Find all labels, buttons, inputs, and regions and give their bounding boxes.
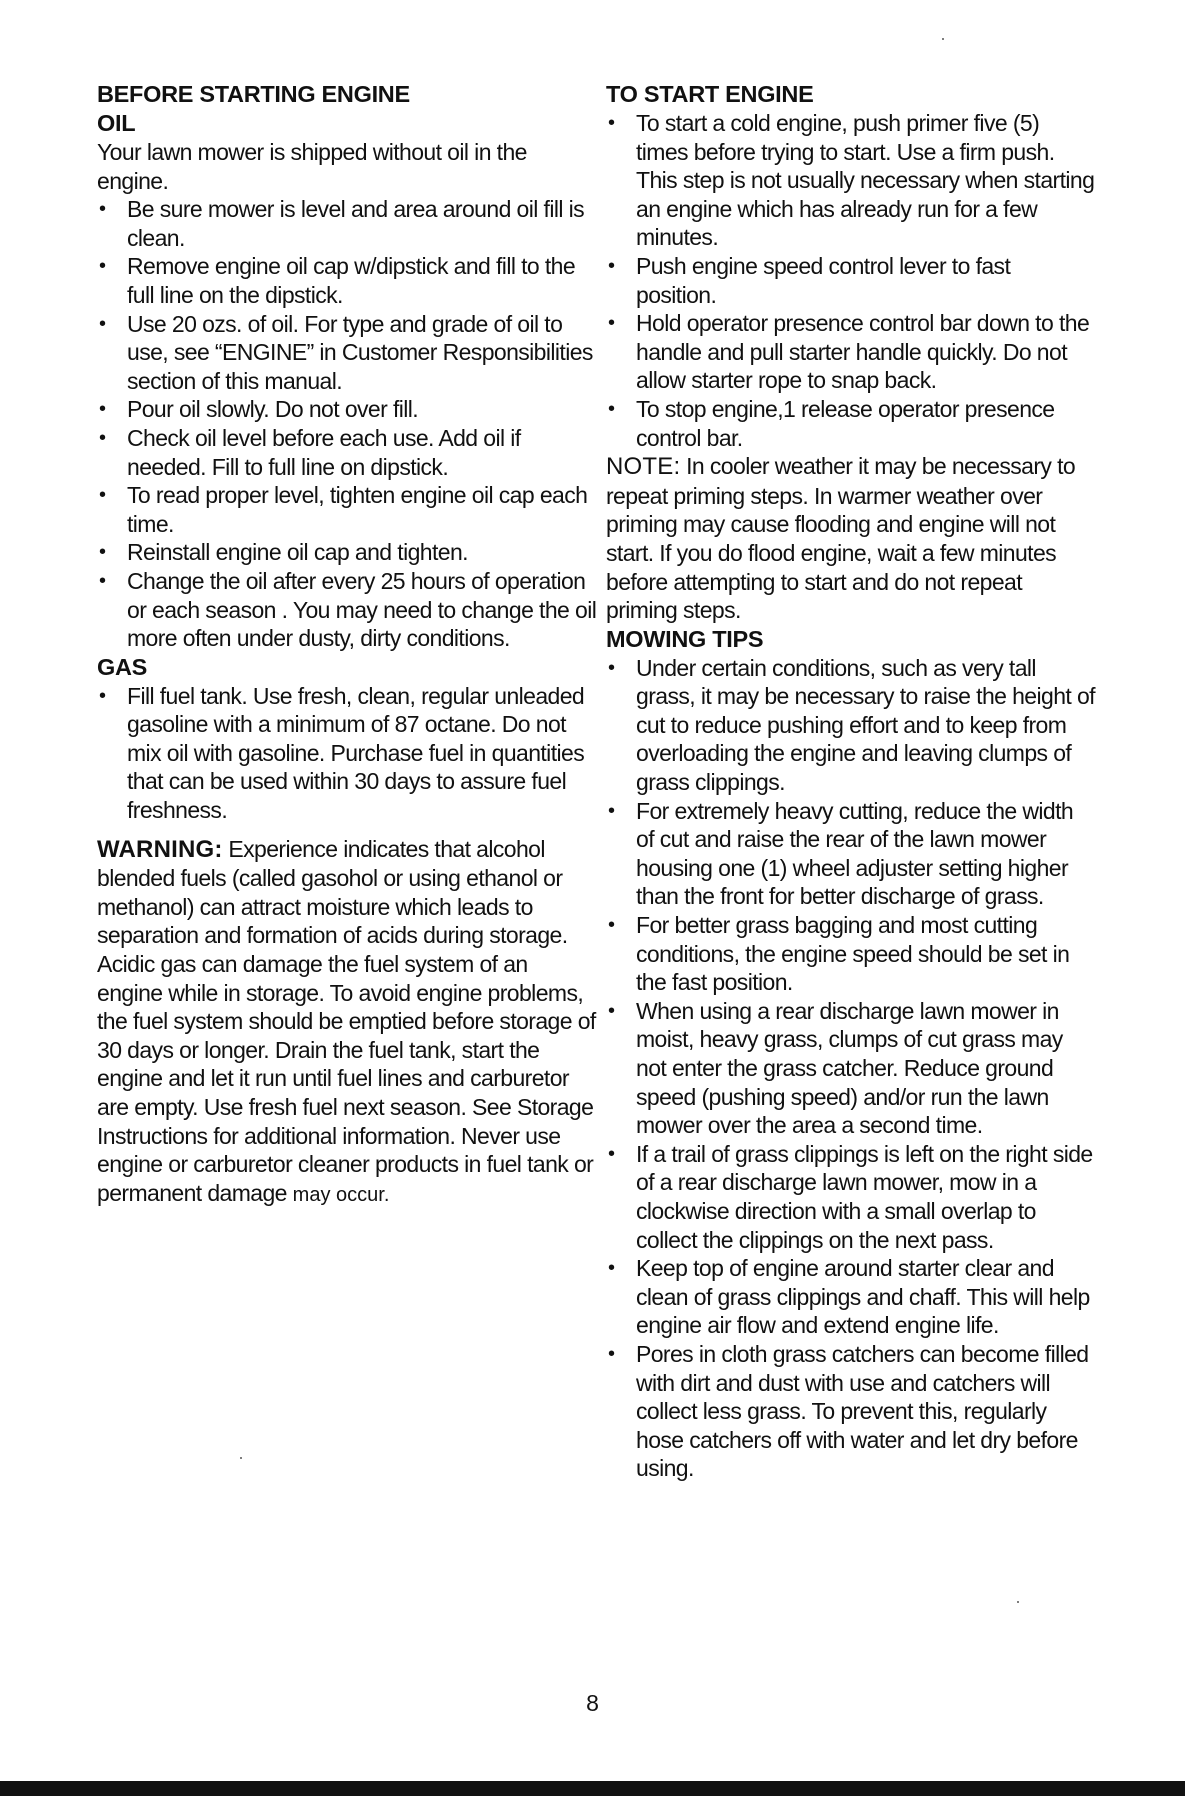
list-item: • To start a cold engine, push primer five (5) times before trying to start. Use a firm push. This step is not usually necessary when starting an engine which has already run for a few minutes. (606, 109, 1096, 252)
list-item: • Reinstall engine oil cap and tighten. (97, 538, 597, 567)
oil-intro-paragraph: Your lawn mower is shipped without oil in the engine. (97, 139, 527, 194)
start-engine-list (606, 109, 1096, 452)
page-number: 8 (586, 1690, 599, 1716)
list-item: • Pour oil slowly. Do not over fill. (97, 395, 597, 424)
bottom-scan-edge (0, 1781, 1185, 1796)
list-item: • Under certain conditions, such as very tall grass, it may be necessary to raise the height of cut to reduce pushing effort and to keep from overloading the engine and leaving clumps of grass clippings. (606, 654, 1096, 797)
list-item: • Pores in cloth grass catchers can become filled with dirt and dust with use and catchers will collect less grass. To prevent this, regularly hose catchers off with water and let dry before using. (606, 1340, 1096, 1483)
mowing-tips-list (606, 654, 1096, 1483)
list-item: • Keep top of engine around starter clear and clean of grass clippings and chaff. This will help engine air flow and extend engine life. (606, 1254, 1096, 1340)
warning-label: WARNING: (97, 835, 223, 863)
oil-instructions-list (97, 195, 597, 653)
right-column (606, 80, 1096, 1483)
note-paragraph (606, 452, 1096, 625)
list-item: • When using a rear discharge lawn mower in moist, heavy grass, clumps of cut grass may not enter the grass catcher. Reduce ground speed (pushing speed) and/or run the lawn mower over the area a second time. (606, 997, 1096, 1140)
list-item: • Use 20 ozs. of oil. For type and grade of oil to use, see “ENGINE” in Customer Responsibilities section of this manual. (97, 310, 597, 396)
scan-speck (942, 38, 944, 40)
list-item: • Hold operator presence control bar down to the handle and pull starter handle quickly. Do not allow starter rope to snap back. (606, 309, 1096, 395)
list-item: • If a trail of grass clippings is left on the right side of a rear discharge lawn mower, mow in a clockwise direction with a small overlap to collect the clippings on the next pass. (606, 1140, 1096, 1254)
list-item: • Remove engine oil cap w/dipstick and fill to the full line on the dipstick. (97, 252, 597, 309)
scan-speck (1017, 1601, 1019, 1603)
note-label: NOTE: (606, 453, 681, 481)
list-item: • Fill fuel tank. Use fresh, clean, regular unleaded gasoline with a minimum of 87 octane. Do not mix oil with gasoline. Purchase fuel in quantities that can be used within 30 days to assure fuel freshness. (97, 682, 597, 825)
subheading-oil: OIL (97, 110, 136, 136)
list-item: • For better grass bagging and most cutting conditions, the engine speed should be set in the fast position. (606, 911, 1096, 997)
list-item: • For extremely heavy cutting, reduce the width of cut and raise the rear of the lawn mower housing one (1) wheel adjuster setting higher than the front for better discharge of grass. (606, 797, 1096, 911)
list-item: • To read proper level, tighten engine oil cap each time. (97, 481, 597, 538)
section-heading-to-start-engine: TO START ENGINE (606, 81, 814, 107)
note-text: In cooler weather it may be necessary to repeat priming steps. In warmer weather over priming may cause flooding and engine will not start. If you do flood engine, wait a few minutes before attempting to start and do not repeat priming steps. (606, 453, 1076, 624)
list-item: • Push engine speed control lever to fast position. (606, 252, 1096, 309)
gas-instructions-list (97, 682, 597, 825)
list-item: • Check oil level before each use. Add oil if needed. Fill to full line on dipstick. (97, 424, 597, 481)
section-heading-before-starting-engine: BEFORE STARTING ENGINE (97, 81, 410, 107)
warning-text: Experience indicates that alcohol blended fuels (called gasohol or using ethanol or methanol) can attract moisture which leads to separation and formation of acids during storage. Acidic gas can damage the fuel system of an engine while in storage. To avoid engine problems, the fuel system should be emptied before storage of 30 days or longer. Drain the fuel tank, start the engine and let it run until fuel lines and carburetor are empty. Use fresh fuel next season. See Storage Instructions for additional information. Never use engine or carburetor cleaner products in fuel tank or permanent damage (97, 835, 596, 1206)
scan-speck (240, 1457, 242, 1459)
subheading-gas: GAS (97, 653, 148, 680)
left-column (97, 80, 597, 1209)
subheading-mowing-tips: MOWING TIPS (606, 625, 764, 652)
list-item: • Be sure mower is level and area around oil fill is clean. (97, 195, 597, 252)
warning-tail: may occur. (292, 1183, 390, 1206)
warning-paragraph (97, 835, 597, 1210)
list-item: • Change the oil after every 25 hours of operation or each season . You may need to change the oil more often under dusty, dirty conditions. (97, 567, 597, 653)
list-item: • To stop engine,1 release operator presence control bar. (606, 395, 1096, 452)
